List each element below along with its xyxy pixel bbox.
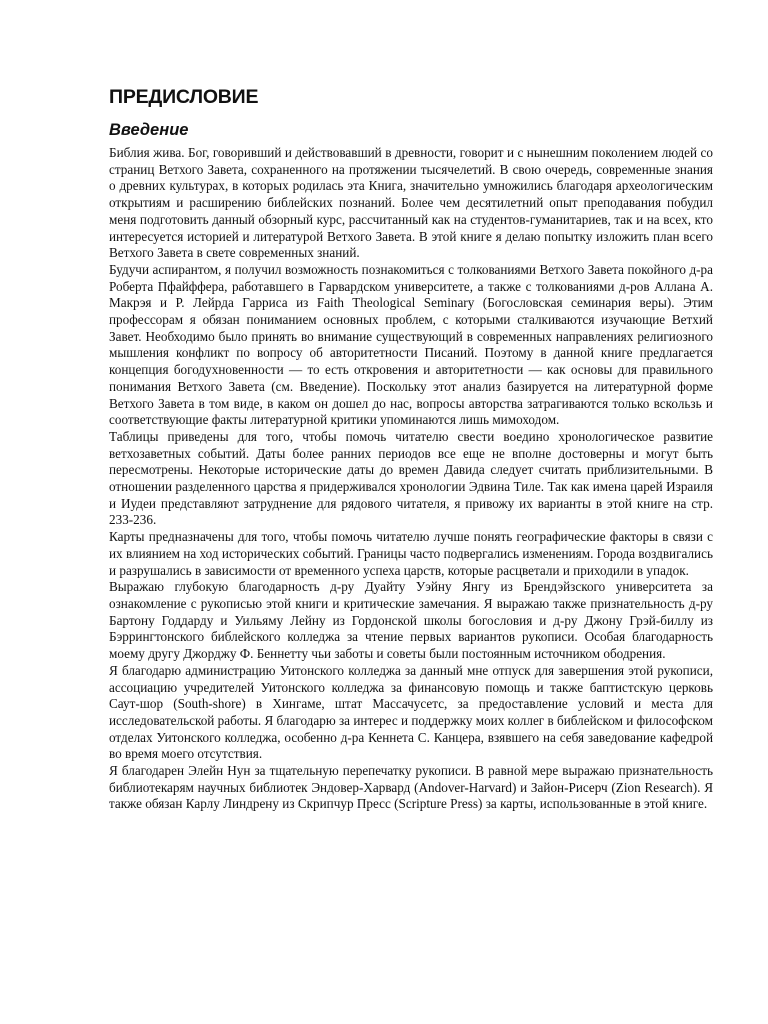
document-page xyxy=(109,86,713,813)
paragraph: Библия жива. Бог, говоривший и действовавший в древности, говорит и с нынешним поколением людей со страниц Ветхого Завета, сохраненного на протяжении тысячелетий. В свою очередь, современные знания о древних культурах, в которых родилась эта Книга, значительно умножились благодаря археологическим открытиям и расширению библейских познаний. Более чем десятилетний опыт преподавания побудил меня подготовить данный обзорный курс, рассчитанный как на студентов-гуманитариев, так и на всех, кто интересуется историей и литературой Ветхого Завета. В этой книге я делаю попытку изложить план всего Ветхого Завета в свете современных знаний. xyxy=(109,145,713,261)
page-title: ПРЕДИСЛОВИЕ xyxy=(109,86,259,108)
paragraph: Карты предназначены для того, чтобы помочь читателю лучше понять географические факторы в связи с их влиянием на ход исторических событий. Границы часто подвергались изменениям. Города воздвигались и разрушались в зависимости от временного успеха царств, которые расцветали и приходили в упадок. xyxy=(109,529,713,578)
section-title: Введение xyxy=(109,121,189,139)
body-text xyxy=(109,145,713,813)
paragraph: Выражаю глубокую благодарность д-ру Дуайту Уэйну Янгу из Брендэйзского университета за ознакомление с рукописью этой книги и критические замечания. Я выражаю также признательность д-ру Бартону Годдарду и Уильяму Лейну из Гордонской школы богословия и д-ру Джону Грэй-биллу из Бэррингтонского библейского колледжа за чтение первых вариантов рукописи. Особая благодарность моему другу Джорджу Ф. Беннетту чьи заботы и советы были постоянным источником ободрения. xyxy=(109,579,713,662)
paragraph: Будучи аспирантом, я получил возможность познакомиться с толкованиями Ветхого Завета покойного д-ра Роберта Пфайффера, работавшего в Гарвардском университете, а также с толкованиями д-ров Аллана А. Макрэя и Р. Лейрда Гарриса из Faith Theological Seminary (Богословская семинария веры). Этим профессорам я обязан пониманием основных проблем, с которыми сталкиваются изучающие Ветхий Завет. Необходимо было принять во внимание существующий в современных направлениях религиозного мышления конфликт по вопросу об авторитетности Писаний. Поэтому в данной книге предлагается концепция богодухновенности — то есть откровения и авторитетности — как основы для правильного понимания Ветхого Завета (см. Введение). Поскольку этот анализ базируется на литературной форме Ветхого Завета в том виде, в каком он дошел до нас, вопросы авторства затрагиваются только вскользь и соответствующие факты литературной критики упоминаются лишь мимоходом. xyxy=(109,261,713,428)
paragraph: Я благодарю администрацию Уитонского колледжа за данный мне отпуск для завершения этой рукописи, ассоциацию учредителей Уитонского колледжа за финансовую помощь и также баптистскую церковь Саут-шор (South-shore) в Хингаме, штат Массачусетс, за предоставление условий и места для исследовательской работы. Я благодарю за интерес и поддержку моих коллег в библейском и философском отделах Уитонского колледжа, особенно д-ра Кеннета С. Канцера, взявшего на себя заведование кафедрой во время моего отсутствия. xyxy=(109,662,713,762)
paragraph: Таблицы приведены для того, чтобы помочь читателю свести воедино хронологическое развитие ветхозаветных событий. Даты более ранних периодов все еще не вполне достоверны и могут быть пересмотрены. Некоторые исторические даты до времен Давида следует считать приблизительными. В отношении разделенного царства я придерживался хронологии Эдвина Тиле. Так как имена царей Израиля и Иудеи представляют затруднение для рядового читателя, я привожу их варианты в этой книге на стр. 233-236. xyxy=(109,428,713,528)
paragraph: Я благодарен Элейн Нун за тщательную перепечатку рукописи. В равной мере выражаю признательность библиотекарям научных библиотек Эндовер-Харвард (Andover-Harvard) и Зайон-Рисерч (Zion Research). Я также обязан Карлу Линдрену из Скрипчур Пресс (Scripture Press) за карты, использованные в этой книге. xyxy=(109,763,713,812)
